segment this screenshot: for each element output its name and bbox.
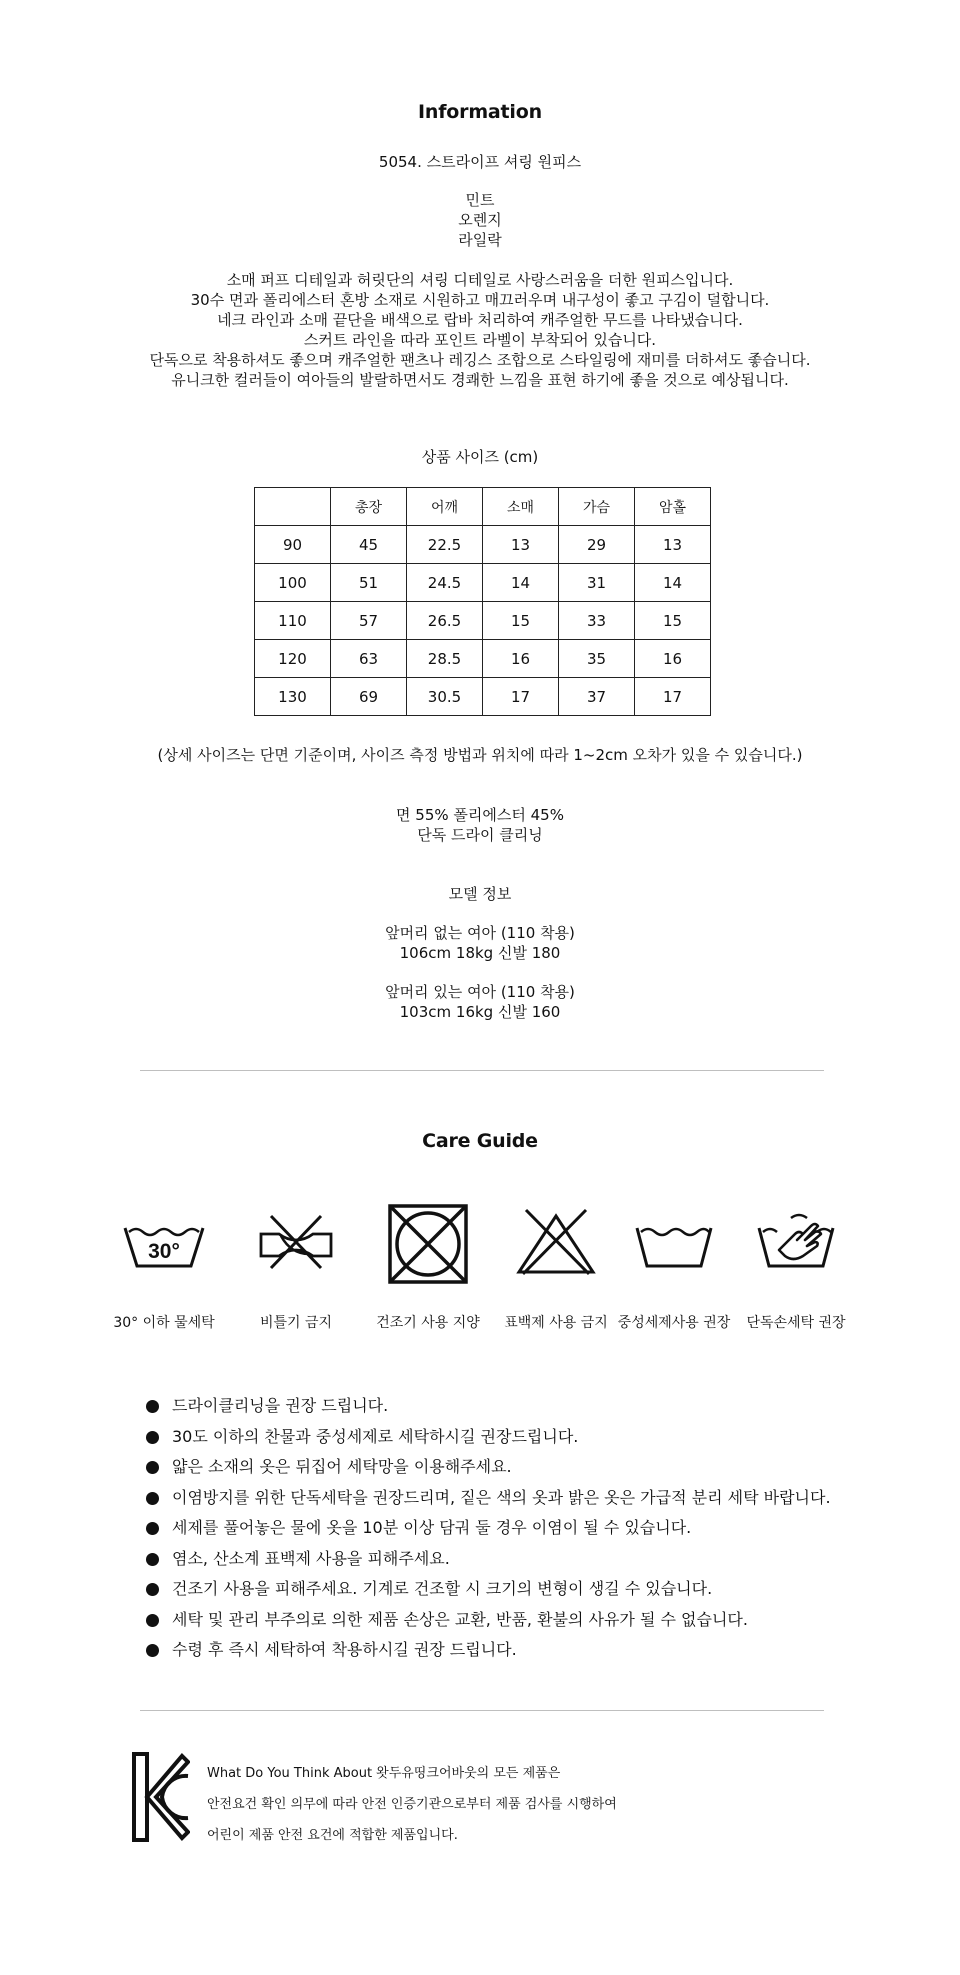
table-header — [255, 488, 331, 526]
table-header: 암홀 — [635, 488, 711, 526]
care-item — [94, 1210, 234, 1331]
model-info-title: 모델 정보 — [448, 885, 512, 903]
care-label: 비틀기 금지 — [259, 1315, 333, 1331]
table-header: 가슴 — [559, 488, 635, 526]
color-item: 오렌지 — [458, 211, 502, 229]
care-label: 중성세제사용 권장 — [617, 1315, 731, 1331]
list-item: 드라이클리닝을 권장 드립니다. — [146, 1395, 831, 1426]
no-wring-icon — [251, 1210, 341, 1270]
wash-30-icon — [119, 1210, 209, 1270]
table-cell: 15 — [483, 602, 559, 640]
list-item: 얇은 소재의 옷은 뒤집어 세탁망을 이용해주세요. — [146, 1456, 831, 1487]
care-item — [726, 1210, 866, 1331]
product-name: 5054. 스트라이프 셔링 원피스 — [378, 153, 582, 171]
table-row — [255, 678, 711, 716]
no-tumble-dry-icon — [383, 1204, 473, 1284]
material-info — [0, 805, 960, 845]
model-info-line: 앞머리 없는 여아 (110 착용) — [385, 924, 575, 942]
table-cell: 26.5 — [407, 602, 483, 640]
table-cell: 45 — [331, 526, 407, 564]
size-note: (상세 사이즈는 단면 기준이며, 사이즈 측정 방법과 위치에 따라 1~2cm 오차가 있을 수 있습니다.) — [157, 746, 803, 764]
table-cell: 69 — [331, 678, 407, 716]
list-item: 세제를 풀어놓은 물에 옷을 10분 이상 담궈 둘 경우 이염이 될 수 있습니다. — [146, 1517, 831, 1548]
table-cell: 24.5 — [407, 564, 483, 602]
table-cell: 110 — [255, 602, 331, 640]
table-cell: 14 — [635, 564, 711, 602]
table-cell: 33 — [559, 602, 635, 640]
color-item: 라일락 — [458, 231, 502, 249]
table-cell: 16 — [635, 640, 711, 678]
description-line: 단독으로 착용하셔도 좋으며 캐주얼한 팬츠나 레깅스 조합으로 스타일링에 재미를 더하셔도 좋습니다. — [149, 351, 811, 369]
description-line: 유니크한 컬러들이 여아들의 발랄하면서도 경쾌한 느낌을 표현 하기에 좋을 것으로 예상됩니다. — [171, 371, 789, 389]
table-cell: 35 — [559, 640, 635, 678]
table-cell: 22.5 — [407, 526, 483, 564]
table-cell: 29 — [559, 526, 635, 564]
description-line: 스커트 라인을 따라 포인트 라벨이 부착되어 있습니다. — [303, 331, 657, 349]
care-label: 표백제 사용 금지 — [504, 1315, 608, 1331]
care-item — [226, 1210, 366, 1331]
table-row — [255, 602, 711, 640]
care-label: 건조기 사용 지양 — [376, 1315, 480, 1331]
table-cell: 30.5 — [407, 678, 483, 716]
kc-mark-icon — [132, 1752, 190, 1842]
table-cell: 57 — [331, 602, 407, 640]
list-item: 30도 이하의 찬물과 중성세제로 세탁하시길 권장드립니다. — [146, 1426, 831, 1457]
table-cell: 17 — [635, 678, 711, 716]
table-cell: 15 — [635, 602, 711, 640]
kc-text-line: 어린이 제품 안전 요건에 적합한 제품입니다. — [207, 1828, 458, 1843]
table-header-row — [255, 488, 711, 526]
model-info-2 — [0, 982, 960, 1022]
list-item: 수령 후 즉시 세탁하여 착용하시길 권장 드립니다. — [146, 1639, 831, 1670]
kc-text-line: What Do You Think About 왓두유띵크어바웃의 모든 제품은 — [207, 1766, 561, 1781]
care-instruction-list — [146, 1395, 831, 1670]
table-cell: 120 — [255, 640, 331, 678]
table-cell: 13 — [635, 526, 711, 564]
kc-text-line: 안전요건 확인 의무에 따라 안전 인증기관으로부터 제품 검사를 시행하여 — [207, 1797, 617, 1812]
table-row — [255, 564, 711, 602]
care-label: 30° 이하 물세탁 — [113, 1315, 215, 1331]
table-cell: 17 — [483, 678, 559, 716]
table-cell: 51 — [331, 564, 407, 602]
list-item: 세탁 및 관리 부주의로 의한 제품 손상은 교환, 반품, 환불의 사유가 될 수 없습니다. — [146, 1609, 831, 1640]
color-list — [0, 190, 960, 250]
table-row — [255, 640, 711, 678]
material-composition: 면 55% 폴리에스터 45% — [396, 806, 564, 824]
table-cell: 130 — [255, 678, 331, 716]
table-cell: 14 — [483, 564, 559, 602]
list-item: 건조기 사용을 피해주세요. 기계로 건조할 시 크기의 변형이 생길 수 있습니다. — [146, 1578, 831, 1609]
table-cell: 63 — [331, 640, 407, 678]
color-item: 민트 — [465, 191, 495, 209]
care-label: 단독손세탁 권장 — [746, 1315, 846, 1331]
table-cell: 100 — [255, 564, 331, 602]
model-info-line: 앞머리 있는 여아 (110 착용) — [385, 983, 575, 1001]
table-cell: 37 — [559, 678, 635, 716]
description-line: 네크 라인과 소매 끝단을 배색으로 랍바 처리하여 캐주얼한 무드를 나타냈습니다. — [217, 311, 743, 329]
model-info-1 — [0, 923, 960, 963]
list-item: 이염방지를 위한 단독세탁을 권장드리며, 짙은 색의 옷과 밝은 옷은 가급적 분리 세탁 바랍니다. — [146, 1487, 831, 1518]
divider — [140, 1070, 824, 1071]
size-table — [254, 487, 711, 716]
description-line: 30수 면과 폴리에스터 혼방 소재로 시원하고 매끄러우며 내구성이 좋고 구김이 덜합니다. — [190, 291, 770, 309]
table-header: 총장 — [331, 488, 407, 526]
care-item — [358, 1210, 498, 1331]
table-cell: 16 — [483, 640, 559, 678]
information-title: Information — [418, 101, 542, 123]
table-header: 소매 — [483, 488, 559, 526]
list-item: 염소, 산소계 표백제 사용을 피해주세요. — [146, 1548, 831, 1579]
table-header: 어깨 — [407, 488, 483, 526]
care-item — [604, 1210, 744, 1331]
neutral-detergent-icon — [629, 1210, 719, 1270]
table-row — [255, 526, 711, 564]
model-info-line: 103cm 16kg 신발 160 — [399, 1003, 561, 1021]
product-description — [0, 270, 960, 390]
svg-text:30°: 30° — [148, 1240, 180, 1263]
material-care: 단독 드라이 클리닝 — [417, 826, 543, 844]
no-bleach-icon — [511, 1206, 601, 1276]
size-table-title: 상품 사이즈 (cm) — [421, 448, 539, 466]
table-cell: 13 — [483, 526, 559, 564]
table-cell: 90 — [255, 526, 331, 564]
hand-wash-icon — [751, 1206, 841, 1270]
care-guide-title: Care Guide — [422, 1130, 538, 1152]
model-info-line: 106cm 18kg 신발 180 — [399, 944, 561, 962]
divider — [140, 1710, 824, 1711]
table-cell: 31 — [559, 564, 635, 602]
description-line: 소매 퍼프 디테일과 허릿단의 셔링 디테일로 사랑스러움을 더한 원피스입니다. — [226, 271, 734, 289]
table-cell: 28.5 — [407, 640, 483, 678]
